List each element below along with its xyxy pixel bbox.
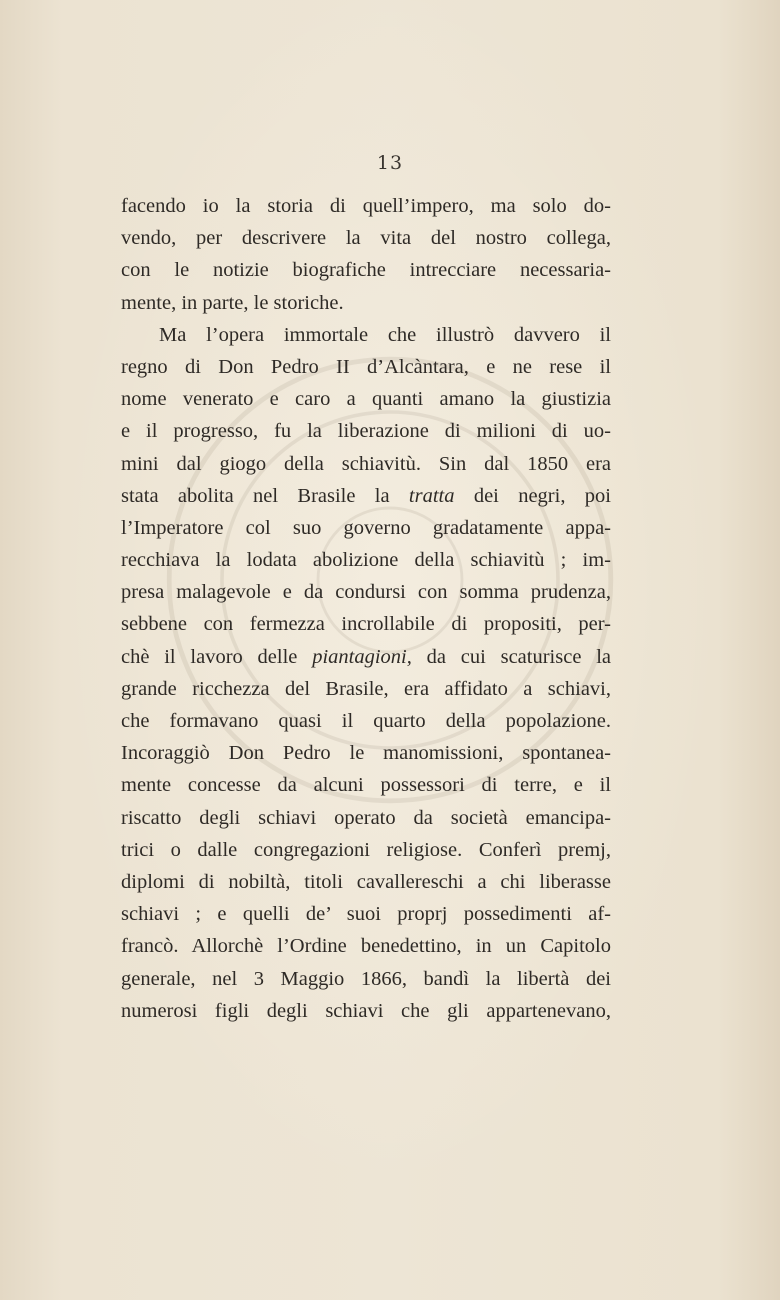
text-line: francò. Allorchè l’Ordine benedettino, in un Capitolo	[121, 935, 611, 958]
text-line: mente, in parte, le storiche.	[121, 291, 344, 314]
text-segment: chè il lavoro delle	[121, 645, 313, 668]
text-line: trici o dalle congregazioni religiose. Conferì premj,	[121, 838, 611, 861]
text-line: l’Imperatore col suo governo gradatamente appa-	[121, 516, 611, 539]
text-line: mente concesse da alcuni possessori di terre, e il	[121, 774, 611, 797]
text-line-with-italic	[121, 480, 611, 512]
text-line: vendo, per descrivere la vita del nostro collega,	[121, 227, 611, 250]
text-line: che formavano quasi il quarto della popolazione.	[121, 710, 611, 732]
text-line: grande ricchezza del Brasile, era affidato a schiavi,	[121, 677, 611, 700]
text-segment: stata abolita nel Brasile la	[121, 484, 409, 507]
text-line: facendo io la storia di quell’impero, ma solo do-	[121, 195, 611, 217]
text-line-with-italic	[121, 641, 611, 673]
text-line: recchiava la lodata abolizione della schiavitù ; im-	[121, 549, 611, 572]
text-line: e il progresso, fu la liberazione di milioni di uo-	[121, 420, 611, 443]
text-line: sebbene con fermezza incrollabile di propositi, per-	[121, 613, 611, 636]
text-segment: dei negri, poi	[454, 484, 611, 507]
text-line: con le notizie biografiche intrecciare necessaria-	[121, 259, 611, 282]
paragraph-first-line: Ma l’opera immortale che illustrò davvero il	[159, 323, 611, 346]
text-line: schiavi ; e quelli de’ suoi proprj possedimenti af-	[121, 903, 611, 926]
italic-term-tratta: tratta	[408, 484, 455, 507]
text-line: riscatto degli schiavi operato da società emancipa-	[121, 806, 611, 829]
italic-term-piantagioni: piantagioni,	[312, 645, 412, 668]
text-line: numerosi figli degli schiavi che gli appartenevano,	[121, 999, 611, 1022]
text-segment: da cui scaturisce la	[411, 645, 611, 668]
page-body-text	[121, 190, 611, 1027]
page-number: 13	[376, 152, 404, 174]
text-line: generale, nel 3 Maggio 1866, bandì la libertà dei	[121, 967, 611, 990]
text-line: presa malagevole e da condursi con somma prudenza,	[121, 581, 611, 604]
text-line: diplomi di nobiltà, titoli cavallereschi a chi liberasse	[121, 870, 611, 893]
text-line: Incoraggiò Don Pedro le manomissioni, spontanea-	[121, 742, 611, 765]
text-line: mini dal giogo della schiavitù. Sin dal 1850 era	[121, 452, 611, 475]
text-line: regno di Don Pedro II d’Alcàntara, e ne rese il	[121, 355, 611, 378]
text-line: nome venerato e caro a quanti amano la giustizia	[121, 388, 611, 411]
